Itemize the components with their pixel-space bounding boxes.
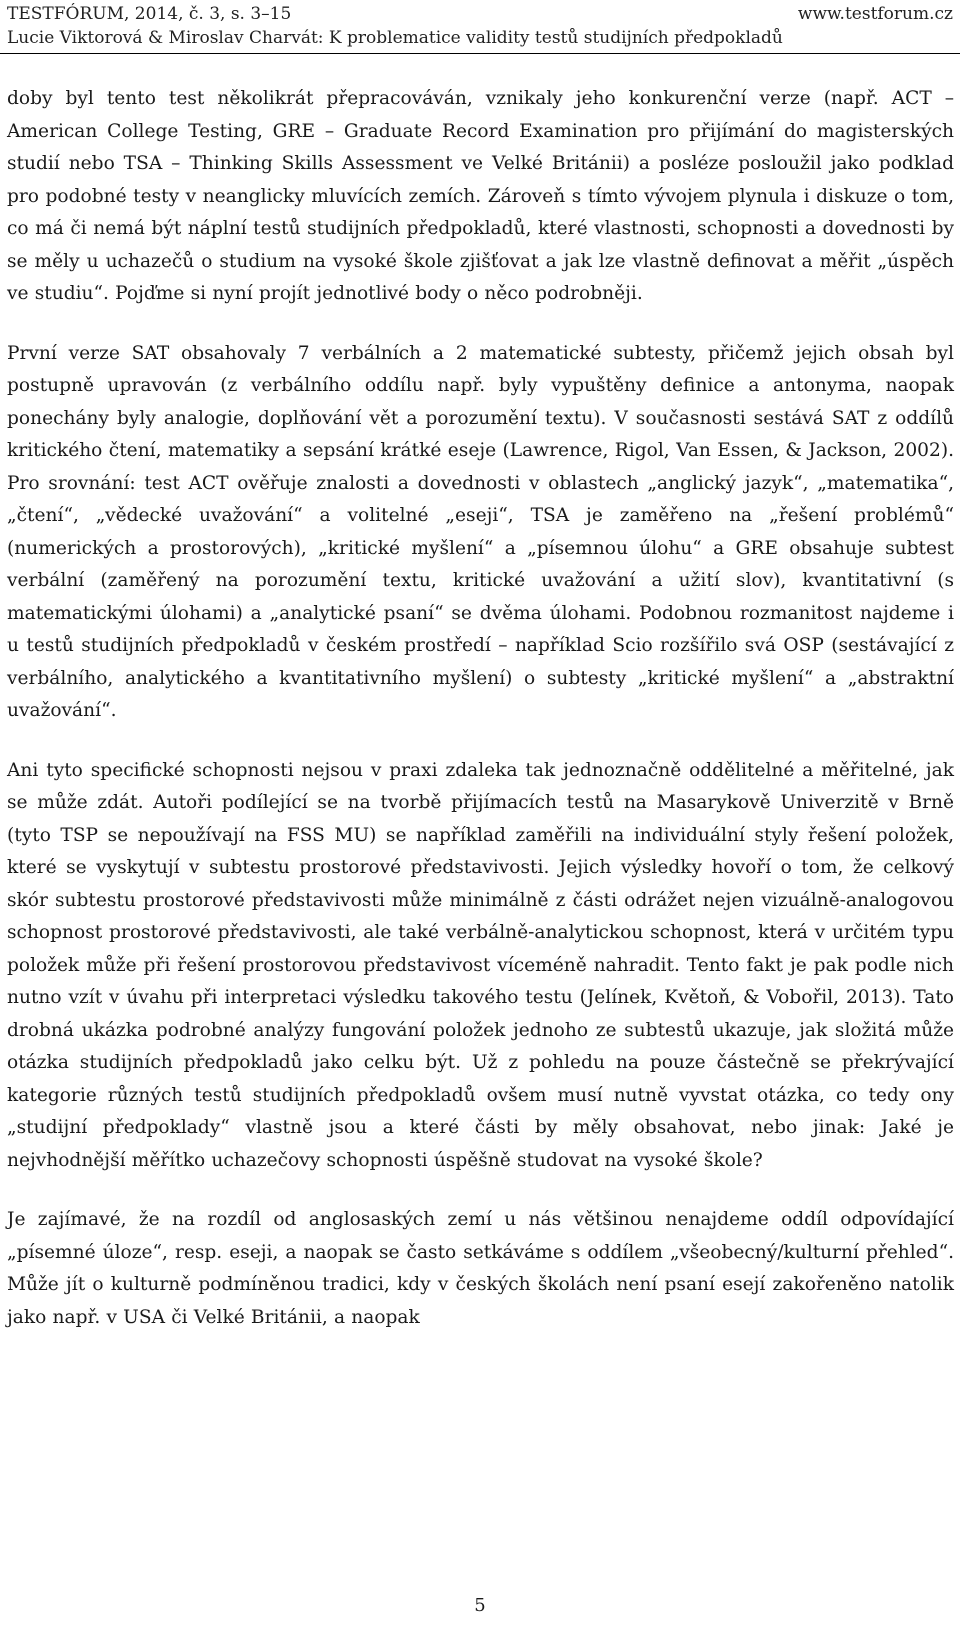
paragraph-3: Ani tyto specifické schopnosti nejsou v praxi zdaleka tak jednoznačně oddělitelné a měřitelné, jak se může zdát. Autoři podílející se na tvorbě přijímacích testů na Masarykově Univerzitě v Brně (tyto TSP se nepoužívají na FSS MU) se například zaměřili na individuální styly řešení položek, které se vyskytují v subtestu prostorové představivosti. Jejich výsledky hovoří o tom, že celkový skór subtestu prostorové představivosti může minimálně z části odrážet nejen vizuálně-analogovou schopnost prostorové představivosti, ale také verbálně-analytickou schopnost, která v určitém typu položek může při řešení prostorovou představivost víceméně nahradit. Tento fakt je pak podle nich nutno vzít v úvahu při interpretaci výsledku takového testu (Jelínek, Květoň, & Vobořil, 2013). Tato drobná ukázka podrobné analýzy fungování položek jednoho ze subtestů ukazuje, jak složitá může otázka studijních předpokladů jako celku být. Už z pohledu na pouze částečně se překrývající kategorie různých testů studijních předpokladů ovšem musí nutně vyvstat otázka, co tedy ony „studijní předpoklady“ vlastně jsou a které části by měly obsahovat, nebo jinak: Jaké je nejvhodnější měřítko uchazečovy schopnosti úspěšně studovat na vysoké škole?: [7, 759, 954, 1171]
paragraph-2: První verze SAT obsahovaly 7 verbálních a 2 matematické subtesty, přičemž jejich obsah byl postupně upravován (z verbálního oddílu např. byly vypuštěny definice a antonyma, naopak ponechány byly analogie, doplňování vět a porozumění textu). V současnosti sestává SAT z oddílů kritického čtení, matematiky a sepsání krátké eseje (Lawrence, Rigol, Van Essen, & Jackson, 2002). Pro srovnání: test ACT ověřuje znalosti a dovednosti v oblastech „anglický jazyk“, „matematika“, „čtení“, „vědecké uvažování“ a volitelné „eseji“, TSA je zaměřeno na „řešení problémů“ (numerických a prostorových), „kritické myšlení“ a „písemnou úlohu“ a GRE obsahuje subtest verbální (zaměřený na porozumění textu, kritické uvažování a užití slov), kvantitativní (s matematickými úlohami) a „analytické psaní“ se dvěma úlohami. Podobnou rozmanitost najdeme i u testů studijních předpokladů v českém prostředí – například Scio rozšířilo svá OSP (sestávající z verbálního, analytického a kvantitativního myšlení) o subtesty „kritické myšlení“ a „abstraktní uvažování“.: [7, 342, 954, 721]
article-authors-title: Lucie Viktorová & Miroslav Charvát: K problematice validity testů studijních předpokladů: [7, 28, 783, 48]
journal-url[interactable]: www.testforum.cz: [797, 4, 953, 24]
paragraph-1: doby byl tento test několikrát přepracováván, vznikaly jeho konkurenční verze (např. ACT – American College Testing, GRE – Graduate Record Examination pro přijímání do magisterských studií nebo TSA – Thinking Skills Assessment ve Velké Británii) a posléze posloužil jako podklad pro podobné testy v neanglicky mluvících zemích. Zároveň s tímto vývojem plynula i diskuze o tom, co má či nemá být náplní testů studijních předpokladů, které vlastnosti, schopnosti a dovednosti by se měly u uchazečů o studium na vysoké škole zjišťovat a jak lze vlastně definovat a měřit „úspěch ve studiu“. Pojďme si nyní projít jednotlivé body o něco podrobněji.: [7, 88, 954, 304]
paragraph-4: Je zajímavé, že na rozdíl od anglosaských zemí u nás většinou nenajdeme oddíl odpovídající „písemné úloze“, resp. eseji, a naopak se často setkáváme s oddílem „všeobecný/kulturní přehled“. Může jít o kulturně podmíněnou tradici, kdy v českých školách není psaní esejí zakořeněno natolik jako např. v USA či Velké Británii, a naopak: [7, 1209, 954, 1328]
header-divider: [0, 53, 960, 54]
header-bottom-row: [7, 26, 953, 50]
running-header: [7, 2, 953, 50]
body-text: [7, 83, 954, 1361]
page-number: 5: [474, 1595, 486, 1616]
journal-citation: TESTFÓRUM, 2014, č. 3, s. 3–15: [7, 4, 292, 24]
header-top-row: [7, 2, 953, 26]
